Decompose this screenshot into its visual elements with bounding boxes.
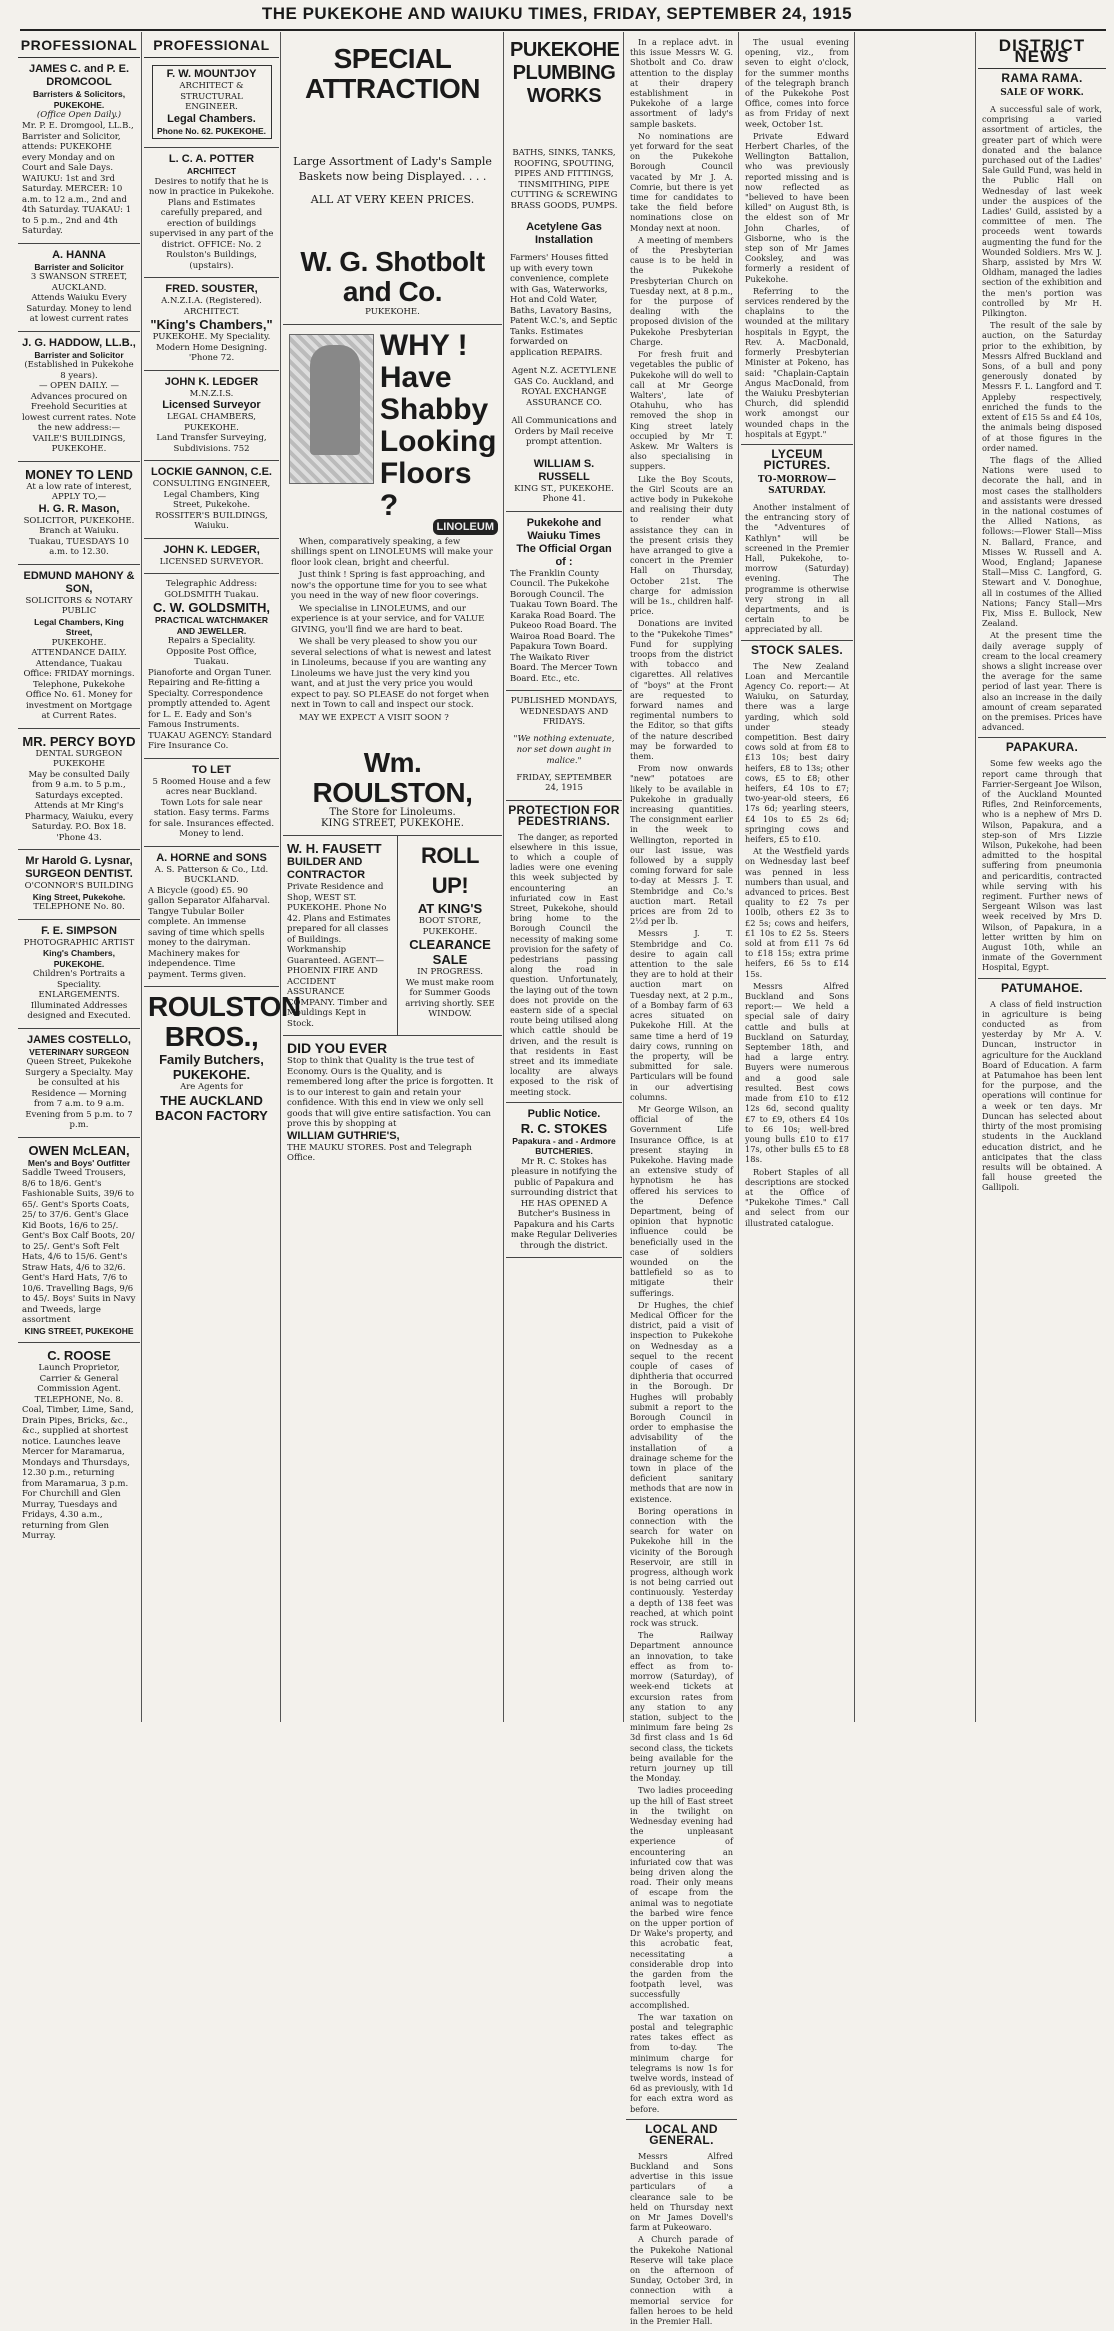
why-line: Have [379, 360, 452, 394]
special-attraction-heading: SPECIAL ATTRACTION [305, 43, 480, 104]
ad-ledger-2 [144, 539, 279, 575]
article-paragraph: Donations are invited to the "Pukekohe Times" Fund for supplying troops from the district with tobacco and cigarettes. All relatives of "boys" at the Front are requested to forward names and regimental numbers to the Editor, so that gifts of the nature described may be forwarded to them. [630, 618, 733, 762]
publication-days: PUBLISHED MONDAYS, WEDNESDAYS AND FRIDAYS. [510, 696, 618, 727]
ad-title: L. C. A. POTTER [168, 153, 255, 165]
ad-place: Queen Street, Pukekohe [26, 1057, 132, 1067]
woman-illustration [289, 334, 374, 484]
ad-text: Coal, Timber, Lime, Sand, Drain Pipes, Bricks, &c., &c., supplied at shortest notice. Launches leave Mercer for Maramarua, Mondays and Thursdays, 12.30 p.m., returning from Maramarua, 3 p.m. For Churchill and Glen Murray, Tuesdays and Fridays, 4.30 a.m., returning from Glen Murray. [22, 1405, 134, 1541]
ad-title: Wm. ROULSTON, [312, 747, 473, 808]
ad-to-let [144, 759, 279, 847]
column-rule [738, 32, 739, 1722]
ad-percy-boyd [18, 729, 140, 851]
ad-place: KING STREET, PUKEKOHE [24, 1325, 134, 1336]
ad-title: JOHN K. LEDGER, [163, 543, 260, 556]
ad-mahony [18, 565, 140, 729]
ad-subtitle: VETERINARY SURGEON [29, 1046, 129, 1057]
ad-linoleum [283, 325, 502, 837]
article-paragraph: The war taxation on postal and telegraphic rates takes effect as from to-day. The minimum charge for telegrams is now 1s for twelve words, instead of 6d as previously, with 1d for each extra word as before. [630, 2011, 733, 2114]
ad-note: LEGAL CHAMBERS, PUKEKOHE. [167, 412, 256, 433]
ad-place: PUKEKOHE. [172, 1067, 251, 1082]
ad-fausett [283, 836, 398, 1036]
roll-up-heading: ROLL UP! [421, 843, 479, 898]
ad-text: ALL AT VERY KEEN PRICES. [310, 193, 475, 206]
organ-heading: The Official Organ of : [516, 542, 612, 568]
ad-title: J. G. HADDOW, LL.B., [22, 336, 136, 349]
article-paragraph: A successful sale of work, comprising a varied assortment of articles, the greater part of which were donated and the balance purchased out of the Ladies' Sale Guild Fund, was held in the Public Hall on Wednesday of last week under the auspices of the Ladies' Guild, assisted by a committee of men. The proceeds went towards augmenting the fund for the Wounded Soldiers. Mrs W. J. Sharp, assisted by Mrs W. Oldham, managed the ladies section of the exhibition and the men's portion was controlled by Mr H. Pilkington. [982, 104, 1102, 319]
ad-text: Pianoforte and Organ Tuner. Repairing and Re-fitting a Specialty. Correspondence promptly attended to. Agent for L. E. Eady and Son's Famous Instruments. TUAKAU AGENCY: Standard Fire Insurance Co. [148, 667, 272, 751]
ad-subtitle: ARCHITECT [186, 166, 237, 176]
ad-subtitle: Papakura - and - Ardmore BUTCHERIES. [512, 1135, 616, 1157]
article-paragraph: Two ladies proceeding up the hill of East street in the twilight on Wednesday evening had the unpleasant experience of encountering an infuriated cow that was being driven along the road. Their only means of escape from the animal was to negotiate the barbed wire fence on the upper portion of Dr Wake's property, and this acrobatic feat, necessitating a considerable drop into the garden from the footpath level, was successfully accomplished. [630, 1785, 733, 2010]
ad-roose [18, 1343, 140, 1548]
article-paragraph: Robert Staples of all descriptions are stocked at the Office of "Pukekohe Times." Call and select from our illustrated catalogue. [745, 1166, 849, 1228]
ad-mountjoy [144, 58, 279, 148]
article-paragraph: The flags of the Allied Nations were used to decorate the hall, and in most cases the stallholders and assistants were dressed in the national costumes of the Allied Nations, as follows:—Flower Stall—Miss N. Ballard, France, and Misses W. Russell and A. Wood, England; Japanese Stall—Miss C. Langford, G. Stewart and V. Donoghue, all in costumes of the Allied Nations; Fancy Stall—Mrs Fix, Miss E. Bullock, New Zealand. [982, 454, 1102, 629]
article-subheading: TO-MORROW—SATURDAY. [757, 474, 837, 496]
article-paragraph: Dr Hughes, the chief Medical Officer for the district, paid a visit of inspection to Pukekohe on Wednesday as a sequel to the recent couple of cases of diphtheria that occurred in the Borough. Dr Hughes will probably submit a report to the Borough Council in order to emphasise the advisability of the installation of a drainage scheme for the town in place of the deficient sanitary methods that are now in existence. [630, 1299, 733, 1504]
ad-text: PUKEKOHE. My Speciality. Modern Home Designing. 'Phone 72. [152, 332, 271, 363]
article-paragraph: At the present time the daily average supply of cream to the local creamery shows a slight increase over the average for the same period of last year. There is also an increase in the daily amount of cream separated on the premises. Prices have advanced. [982, 630, 1102, 733]
ad-place: Licensed Surveyor [162, 399, 261, 411]
article-body [741, 658, 853, 1233]
ad-place: (Established in Pukekohe 8 years). [24, 360, 134, 381]
ad-subtitle: PHOTOGRAPHIC ARTIST [23, 937, 135, 948]
column-professional-2 [144, 34, 301, 1722]
ad-subtitle: 5 Roomed House and a few acres near Buckland. [152, 776, 271, 797]
ad-place: Legal Chambers. [167, 112, 256, 125]
clearance-heading: CLEARANCE SALE [409, 937, 491, 967]
ad-text: Advances procured on Freehold Securities at lowest current rates. Note the new address:— VAILE'S BUILDINGS, PUKEKOHE. [22, 391, 136, 454]
ad-text: Mr. P. E. Dromgool, LL.B., Barrister and Solicitor, attends: PUKEKOHE every Monday and on Court and Sale Days. WAIUKU: 1st and 3rd Saturday. MERCER: 10 a.m. to 12 a.m., 2nd and 4th Saturday. TUAKAU: 1 to 5 p.m., 2nd and 4th Saturday. [22, 121, 134, 236]
ad-souster [144, 278, 279, 371]
ad-text: BATHS, SINKS, TANKS, ROOFING, SPOUTING, PIPES AND FITTINGS, TINSMITHING, PIPE CUTTING & SCREWING BRASS GOODS, PUMPS. [510, 148, 618, 211]
ad-note: "King's Chambers," [150, 317, 273, 332]
ad-title: R. C. STOKES [520, 1120, 608, 1136]
ad-kings-boot-store [398, 836, 502, 1036]
ad-subtitle: LICENSED SURVEYOR. [159, 556, 264, 567]
ad-lysnar [18, 850, 140, 920]
column-professional-1 [18, 34, 140, 1722]
ad-title: LOCKIE GANNON, C.E. [150, 466, 272, 478]
ad-place: APPLY TO,— [51, 492, 107, 502]
article-paragraph: In a replace advt. in this issue Messrs W. G. Shotbolt and Co. draw attention to the display at their drapery establishment in Pukekohe of a large assortment of lady's sample baskets. [630, 37, 733, 129]
ad-place: BOOT STORE, PUKEKOHE. [418, 916, 482, 937]
ad-note: Phone No. 62. PUKEKOHE. [156, 125, 267, 136]
article-body [626, 34, 737, 2119]
ad-note: PUKEKOHE. [51, 637, 107, 648]
article-paragraph: A class of field instruction in agriculture is being conducted as from yesterday by Mr A. V. Duncan, instructor in agriculture for the Auckland Board of Education. A farm at Patumahoe has been lent for the purpose, and the operations will continue for a week or ten days. Mr Duncan has selected about thirty of the most promising students in the Auckland education district, and he anticipates that the class results will be obtained. A fall house greeted the Gallipoli. [982, 998, 1102, 1193]
paper-motto: "We nothing extenuate, nor set down aught in malice." [513, 733, 615, 766]
organ-bodies: The Franklin County Council. The Pukekohe Borough Council. The Tuakau Town Board. The Karaka Road Board. The Pukeoo Road Board. The Wairoa Road Board. The Papakura Town Board. The Waikato River Board. The Mercer Town Board. Etc., etc. [510, 568, 618, 684]
ad-text: Private Residence and Shop, WEST ST. PUKEKOHE. Phone No 42. Plans and Estimates prepared for all classes of Buildings. Workmanship Guaranteed. AGENT—PHOENIX FIRE AND ACCIDENT ASSURANCE COMPANY. Timber and Mouldings Kept in Stock. [287, 882, 391, 1029]
ad-place: Legal Chambers, King Street, Pukekohe. [163, 489, 260, 510]
ad-text: MAY WE EXPECT A VISIT SOON ? [299, 712, 449, 723]
ad-text: We shall be very pleased to show you our several selections of what is newest and latest in Linoleums, because if you are wanting any Linoleums we have just the very kind you want, and at just the very price you would expect to pay. SO PLEASE do not forget when next in Town to call and inspect our stock. [291, 637, 492, 710]
article-heading: PROTECTION FOR PEDESTRIANS. [508, 802, 620, 828]
ad-text: We specialise in LINOLEUMS, and our experience is at your service, and for VALUE GIVING, you'll find we are hard to beat. [291, 603, 485, 635]
ad-subtitle: Family Butchers, [159, 1052, 264, 1067]
ad-title: F. E. SIMPSON [41, 924, 117, 937]
column-heading: PROFESSIONAL [144, 34, 279, 58]
ad-text: ROSSITER'S BUILDINGS, Waiuku. [155, 510, 268, 531]
ad-costello [18, 1029, 140, 1138]
linoleum-badge: LINOLEUM [433, 519, 498, 535]
ad-place: BUCKLAND. [184, 875, 239, 885]
ad-subtitle: CONSULTING ENGINEER, [152, 479, 271, 489]
ad-note: Repairs a Speciality. Opposite Post Office, Tuakau. [166, 636, 257, 667]
ad-place: TELEPHONE, No. 8. [34, 1394, 124, 1405]
article-paragraph: Mr George Wilson, an official of the Government Life Insurance Office, is at present staying in Pukekohe. Having made an extensive study of hypnotism he has offered his services to the Defence Department, being of opinion that hypnotic influence could be beneficially used in the case of soldiers wounded on the battlefield so as to mitigate their sufferings. [630, 1103, 733, 1298]
ad-place: King's Chambers, [43, 948, 115, 958]
ad-shotbolt [283, 34, 502, 325]
ad-roulston-bros [144, 987, 301, 1129]
article-heading: LYCEUM PICTURES. [741, 444, 853, 473]
official-organ-box [506, 512, 622, 692]
ad-place: THE MAUKU STORES. Post and Telegraph Office. [287, 1142, 472, 1163]
ad-title: W. H. FAUSETT [287, 841, 382, 856]
ad-title: ROULSTON BROS., [148, 991, 301, 1052]
article-paragraph: The result of the sale by auction, on the Saturday prior to the exhibition, by Messrs Alfred Buckland and Sons, of a bull and pony generously donated by Messrs F. L. Langford and T. Appleby respectively, enriched the funds to the extent of £15 5s and £4 10s, the animals being disposed of at those figures in the order named. [982, 320, 1102, 453]
article-heading: LOCAL AND GENERAL. [626, 2119, 737, 2148]
ad-text: THE AUCKLAND BACON FACTORY [155, 1092, 268, 1123]
article-paragraph: The Railway Department announce an innovation, to take effect as from to-morrow (Saturday), of week-end tickets at excursion rates from any station to any station, subject to the minimum fare being 2s 3d first class and 1s 6d second class, the tickets being available for the return journey up till the Monday. [630, 1630, 733, 1784]
ad-goldsmith [144, 574, 279, 759]
ad-potter [144, 148, 279, 278]
ad-place: PUKEKOHE [53, 759, 105, 769]
ad-title: FRED. SOUSTER, [165, 283, 258, 295]
ad-text: Saddle Tweed Trousers, 8/6 to 18/6. Gent's Fashionable Suits, 39/6 to 65/. Gent's Sports Coats, 25/ to 37/6. Gent's Glace Kid Boots, 16/6 to 25/. Gent's Box Calf Boots, 20/ to 25/. Gent's Soft Felt Hats, 4/6 to 15/6. Gent's Straw Hats, 4/6 to 32/6. Gent's Hard Hats, 7/6 to 10/6. Travelling Bags, 9/6 to 45/. Boys' Suits in Navy and Tweeds, large assortment [22, 1168, 136, 1325]
ad-place: PUKEKOHE. [365, 307, 420, 317]
ad-subtitle: BUILDER AND CONTRACTOR [287, 856, 366, 881]
article-heading: RAMA RAMA. [1001, 71, 1083, 85]
ad-hanna [18, 244, 140, 332]
ad-text: Children's Portraits a Speciality. ENLARGEMENTS. Illuminated Addresses designed and Executed. [27, 969, 131, 1021]
ad-text: Town Lots for sale near station. Easy terms. Farms for sale. Insurances effected. Money to lend. [148, 797, 275, 839]
article-body [626, 2148, 737, 2331]
ad-haddow [18, 332, 140, 462]
article-paragraph: Another instalment of the entrancing story of the "Adventures of Kathlyn" will be screened in the Premier Hall, Pukekohe, to-morrow (Saturday) evening. The programme is otherwise very strong in all departments, and is certain to be appreciated by all. [745, 501, 849, 635]
article-paragraph: A Church parade of the Pukekohe National Reserve will take place on the afternoon of Sunday, October 3rd, in connection with a memorial service for fallen heroes to be held in the Premier Hall. [630, 2234, 733, 2327]
ad-text: When, comparatively speaking, a few shillings spent on LINOLEUMS will make your floor look clean, bright and cheerful. [291, 536, 493, 568]
ad-title: JAMES COSTELLO, [27, 1033, 131, 1046]
ad-simpson [18, 920, 140, 1029]
article-paragraph: Messrs Alfred Buckland and Sons report:— We held a special sale of dairy cattle and bulls at Buckland on Saturday, September 18th, and had a large entry. Buyers were numerous and a good sale resulted. Best cows made from £10 to £12 12s 6d, second quality £7 to £9, others £4 10s to £6 10s; well-bred young bulls £10 to £17 17s, other bulls £5 to £8 18s. [745, 980, 849, 1165]
ad-title: EDMUND MAHONY & SON, [23, 569, 135, 595]
ad-subtitle: WILLIAM GUTHRIE'S, [287, 1129, 400, 1142]
ad-title: OWEN McLEAN, [28, 1142, 130, 1158]
ad-subtitle: Men's and Boys' Outfitter [27, 1157, 131, 1168]
ad-text: Mr R. C. Stokes has pleasure in notifying the public of Papakura and surrounding district that HE HAS OPENED A Butcher's Business in Papakura and his Carts make Regular Deliveries through the district. [510, 1156, 618, 1251]
ad-place: Telegraphic Address: GOLDSMITH Tuakau. [164, 579, 259, 600]
ad-text: SOLICITOR, PUKEKOHE. Branch at Waiuku. Tuakau, TUESDAYS 10 a.m. to 12.30. [23, 515, 135, 557]
article-paragraph: The New Zealand Loan and Mercantile Agency Co. report:— At Waiuku, on Saturday, there was a large yarding, which sold under steady competition. Best dairy cows sold at from £8 to £13 10s; best dairy heifers, £8 to 13s; other cows, £5 to £8; other heifers, £4 10s to £7; two-year-old steers, £6 17s 6d; yearling steers, £4 10s to £5 2s 6d; springing cows and heifers, £5 to £10. [745, 660, 849, 845]
ad-plumbing-works [506, 34, 622, 512]
ad-text: Farmers' Houses fitted up with every town convenience, complete with Gas, Waterworks, Hot and Cold Water, Baths, Lavatory Basins, Patent W.C.'s, and Septic Tanks. Estimates forwarded on application REPAIRS. [510, 253, 618, 358]
ad-place: 3 SWANSON STREET, AUCKLAND. [30, 272, 128, 293]
issue-date: FRIDAY, SEPTEMBER 24, 1915 [516, 772, 612, 793]
ad-title: F. W. MOUNTJOY [166, 68, 257, 80]
ad-subtitle: Launch Proprietor, Carrier & General Commission Agent. [37, 1363, 121, 1394]
article-paragraph: Private Edward Herbert Charles, of the Wellington Battalion, who was previously reported missing and is now reflected as "believed to have been killed" on August 8th, is the eldest son of Mr John Charles, of Gisborne, who is the step son of Mr James Cooksley, and was formerly a resident of Pukekohe. [745, 130, 849, 284]
column-rule [623, 32, 624, 1722]
ad-title: DID YOU EVER [287, 1040, 388, 1056]
ad-horne [144, 847, 279, 988]
why-line: Shabby [379, 392, 489, 426]
ad-text: ATTENDANCE DAILY. Attendance, Tuakau Office: FRIDAY mornings. Telephone, Pukekohe Office No. 61. Money for investment on Mortgage at Current Rates. [23, 648, 135, 721]
ad-text: A Bicycle (good) £5. 90 gallon Separator Alfaharval. Tangye Tubular Boiler complete. An immense saving of time which spells money to the dairyman. Machinery makes for independence. Time payment. Terms given. [148, 885, 270, 980]
ad-subtitle: The Store for Linoleums. [329, 807, 456, 818]
masthead: THE PUKEKOHE AND WAIUKU TIMES, FRIDAY, SEPTEMBER 24, 1915 [261, 4, 853, 23]
ad-text: All Communications and Orders by Mail receive prompt attention. [511, 416, 617, 447]
ad-note: H. G. R. Mason, [38, 502, 120, 515]
ad-text: Large Assortment of Lady's Sample Baskets now being Displayed. . . . [293, 155, 492, 183]
ad-guthrie [283, 1036, 502, 1170]
ad-title: JAMES C. and P. E. DROMCOOL [28, 63, 130, 88]
ad-note: — OPEN DAILY. — [38, 381, 120, 391]
ad-title: A. HORNE and SONS [156, 851, 267, 864]
ad-title: TO LET [192, 763, 231, 776]
column-news-1 [626, 34, 737, 2327]
ad-title: PUKEKOHE PLUMBING WORKS [510, 39, 620, 107]
ad-text: Surgery a Specialty. May be consulted at his Residence — Morning from 7 a.m. to 9 a.m. Evening from 5 p.m. to 7 p.m. [25, 1067, 133, 1130]
column-linoleum-ads [283, 34, 502, 1722]
article-body [741, 499, 853, 640]
why-line: WHY ! [379, 328, 468, 362]
ad-subtitle: Acetylene Gas Installation [526, 221, 602, 246]
article-subheading: SALE OF WORK. [1000, 88, 1084, 98]
ad-subtitle: A.N.Z.I.A. (Registered). [161, 296, 262, 306]
publication-info [506, 691, 622, 801]
ad-ledger-1 [144, 371, 279, 462]
column-plumbing [506, 34, 622, 1722]
article-body [741, 34, 853, 444]
ad-text: Attends Waiuku Every Saturday. Money to lend at lowest current rates [26, 293, 132, 324]
ad-text: Just think ! Spring is fast approaching, and now's the opportune time for you to see what you need in the way of new floor coverings. [291, 570, 487, 601]
article-paragraph: Messrs J. T. Stembridge and Co. desire to again call attention to the sale they are to hold at their auction mart on Tuesday next, at 2 p.m., of a Bombay farm of 63 acres situated on Pukekohe Hill. At the same time a herd of 19 dairy cows, running on the property, will be submitted for sale. Particulars will be found in our advertising columns. [630, 928, 733, 1102]
article-paragraph: The usual evening opening, viz., from seven to eight o'clock, for the summer months of the telegraph branch of the Pukekohe Post Office, comes into force as from Friday of next week, October 1st. [745, 37, 849, 129]
ad-place: PUKEKOHE. [53, 99, 105, 110]
column-rule [141, 32, 142, 1722]
ad-place: Legal Chambers, King Street, [34, 616, 124, 637]
column-news-2 [741, 34, 853, 1722]
ad-title: MONEY TO LEND [25, 466, 133, 482]
ad-place: KING ST., PUKEKOHE. [514, 483, 614, 494]
ad-title: Mr Harold G. Lysnar, [25, 855, 133, 867]
ad-subtitle: A. S. Patterson & Co., Ltd. [154, 864, 269, 875]
ad-title: A. HANNA [52, 248, 106, 261]
ad-note: PUKEKOHE. [53, 958, 105, 969]
ad-gannon [144, 461, 279, 539]
why-line: Looking [379, 424, 497, 458]
article-paragraph: Messrs Alfred Buckland and Sons advertise in this issue particulars of a clearance sale to be held on Thursday next on Mr James Dovell's farm at Pukeowaro. [630, 2150, 733, 2233]
ad-note: Phone 41. [542, 494, 586, 504]
ad-note: IN PROGRESS. [417, 967, 483, 977]
article-body [978, 996, 1106, 1198]
article-paragraph: Some few weeks ago the report came through that Farrier-Sergeant Joe Wilson, of the Auckland Mounted Rifles, 2nd Reinforcements, who is a nephew of Mrs D. Wilson, Papakura, and a step-son of Mrs Lizzie Wilson, Pukekohe, had been admitted to the hospital suffering from pneumonia and pericarditis, contracted while serving with his regiment. Further news of Sergeant Wilson was last week received by Mrs D. Wilson, of Papakura, in a letter written by him on August 10th, while an inmate of the Government Hospital, Egypt. [982, 758, 1102, 973]
ad-text: Desires to notify that he is now in practice in Pukekohe. Plans and Estimates carefully prepared, and erection of buildings supervised in any part of the district. OFFICE: No. 2 Roulston's Buildings, (upstairs). [148, 176, 275, 271]
ad-text: Stop to think that Quality is the true test of Economy. Ours is the Quality, and is remembered long after the price is forgotten. It is to our interest to gain and retain your confidence. With this end in view we only sell goods that will give entire satisfaction. You can prove this by shopping at [287, 1056, 494, 1129]
ad-note: Are Agents for [180, 1082, 243, 1092]
article-paragraph: Referring to the services rendered by the chaplains to the wounded at the military hospitals in Egypt, the Rev. A. MacDonald, formerly Presbyterian Minister at Pokeno, has said: "Chaplain-Captain Angus MacDonald, from the Waiuku Presbyterian Church, did splendid work amongst our wounded chaps in the hospitals at Egypt." [745, 285, 849, 439]
ad-title: JOHN K. LEDGER [164, 375, 259, 388]
article-paragraph: No nominations are yet forward for the seat on the Pukekohe Borough Council vacated by Mr J. A. Comrie, but there is yet time for candidates to take the field before nominations close on Monday next at noon. [630, 130, 733, 233]
ad-subtitle: Barristers & Solicitors, [32, 89, 126, 99]
ad-note: King Street, Pukekohe. [32, 891, 126, 902]
article-paragraph: The danger, as reported elsewhere in this issue, to which a couple of ladies were one evening this week subjected by encountering an infuriated cow in East Street, Pukekohe, should bring home to the Borough Council the necessity of making some provision for the safety of pedestrians passing along the road in question. Unfortunately, the laying out of the town does not provide on the eastern side of a special route being utilised along which cattle should be driven, and the result is that residents in East street and its immediate locality are always exposed to the risk of meeting stock. [510, 831, 618, 1097]
column-rule [975, 32, 976, 1722]
column-heading: PROFESSIONAL [18, 34, 140, 58]
column-rule [503, 32, 504, 1722]
ad-place: ARCHITECT. [183, 306, 240, 317]
woman-figure [310, 345, 360, 455]
ad-title: MR. PERCY BOYD [22, 733, 136, 749]
notice-heading: Public Notice. [527, 1107, 601, 1120]
ad-subtitle: Barrister and Solicitor [34, 349, 124, 360]
article-body [978, 101, 1106, 737]
article-paragraph: From now onwards "new" potatoes are likely to be available in Pukekohe in gradually increasing quantities. The consignment earlier in the week to Wellington, reported in our last issue, was followed by a supply coming forward for sale to-day at Messrs J. T. Stembridge and Co.'s auction mart. Retail prices are from 2d to 2½d per lb. [630, 763, 733, 927]
ad-text: Land Transfer Surveying, Subdivisions. 752 [156, 433, 267, 454]
ad-text: May be consulted Daily from 9 a.m. to 5 p.m., Saturdays excepted. Attends at Mr King's Pharmacy, Waiuku, every Saturday. P.O. Box 18. 'Phone 43. [24, 769, 134, 843]
column-district-news [978, 34, 1106, 1722]
why-heading [376, 330, 498, 522]
paper-title: Pukekohe and Waiuku Times [526, 516, 602, 542]
ad-text: We must make room for Summer Goods arriving shortly. SEE WINDOW. [405, 977, 495, 1019]
ad-title: W. G. Shotbolt and Co. [300, 246, 485, 307]
ad-text: TELEPHONE No. 80. [33, 902, 125, 912]
ad-title: C. ROOSE [47, 1348, 111, 1363]
article-paragraph: A meeting of members of the Presbyterian cause is to be held in the Pukekohe Presbyterian Church on Tuesday next, at 8 p.m., for the purpose of dealing with the proposed division of the Pukekohe Presbyterian Charge. [630, 234, 733, 347]
column-heading: DISTRICT NEWS [978, 34, 1106, 69]
ad-text: Agent N.Z. ACETYLENE GAS Co. Auckland, and ROYAL EXCHANGE ASSURANCE CO. [511, 366, 617, 408]
ad-place: KING STREET, PUKEKOHE. [321, 817, 464, 829]
ad-subtitle: Barrister and Solicitor [34, 261, 124, 272]
ad-money-to-lend [18, 462, 140, 565]
ad-title: WILLIAM S. RUSSELL [533, 457, 595, 483]
article-body [978, 755, 1106, 977]
article-heading: PATUMAHOE. [978, 978, 1106, 996]
article-heading: PAPAKURA. [978, 737, 1106, 755]
article-paragraph: Like the Boy Scouts, the Girl Scouts are an active body in Pukekohe and realising their duty to render what assistance they can in the present crisis they have arranged to give a concert in the Premier Hall on Thursday, October 21st. The charge for admission will be 1s., children half-price. [630, 473, 733, 617]
ad-mclean [18, 1138, 140, 1344]
article-heading: STOCK SALES. [741, 640, 853, 658]
column-rule [280, 32, 281, 1722]
article-paragraph: Boring operations in connection with the search for water on Pukekohe hill in the vicinity of the Borough Reservoir, are still in progress, although work is not being carried out continuously. Yesterday a depth of 138 feet was reached, at which point rock was struck. [630, 1505, 733, 1629]
ad-note: (Office Open Daily.) [36, 110, 122, 120]
ad-subtitle: SOLICITORS & NOTARY PUBLIC [25, 595, 133, 616]
ad-place: O'CONNOR'S BUILDING [24, 881, 134, 891]
article-body [506, 829, 622, 1102]
why-line: Floors ? [379, 456, 472, 522]
column-rule [854, 32, 855, 1722]
ad-subtitle: AT KING'S [417, 901, 483, 916]
ad-subtitle: DENTAL SURGEON [35, 748, 123, 759]
ad-title: C. W. GOLDSMITH, [153, 600, 270, 615]
article-paragraph: At the Westfield yards on Wednesday last beef was penned in less numbers than usual, and advanced to prices. Best quality to £2 7s per 100lb, others £2 3s to £2 5s; cows and heifers, £1 10s to £2 5s. Steers sold at from £11 7s 6d to £18 15s; extra prime heifers, £6 5s to £14 15s. [745, 846, 849, 979]
ad-subtitle: PRACTICAL WATCHMAKER AND JEWELLER. [154, 615, 268, 636]
ad-subtitle: M.N.Z.I.S. [189, 388, 234, 399]
ad-subtitle: SURGEON DENTIST. [25, 868, 133, 880]
ad-subtitle: At a low rate of interest, [26, 481, 132, 492]
ad-subtitle: ARCHITECT & STRUCTURAL ENGINEER. [179, 81, 244, 112]
masthead-rule [20, 29, 1106, 31]
public-notice [506, 1102, 622, 1259]
ad-dromgool [18, 58, 140, 244]
article-paragraph: For fresh fruit and vegetables the public of Pukekohe will do well to call at Mr George Walters', late of Otahuhu, who has removed the shop in King street lately occupied by Mr T. Askew. Mr Walters is also specialising in suppers. [630, 349, 733, 472]
